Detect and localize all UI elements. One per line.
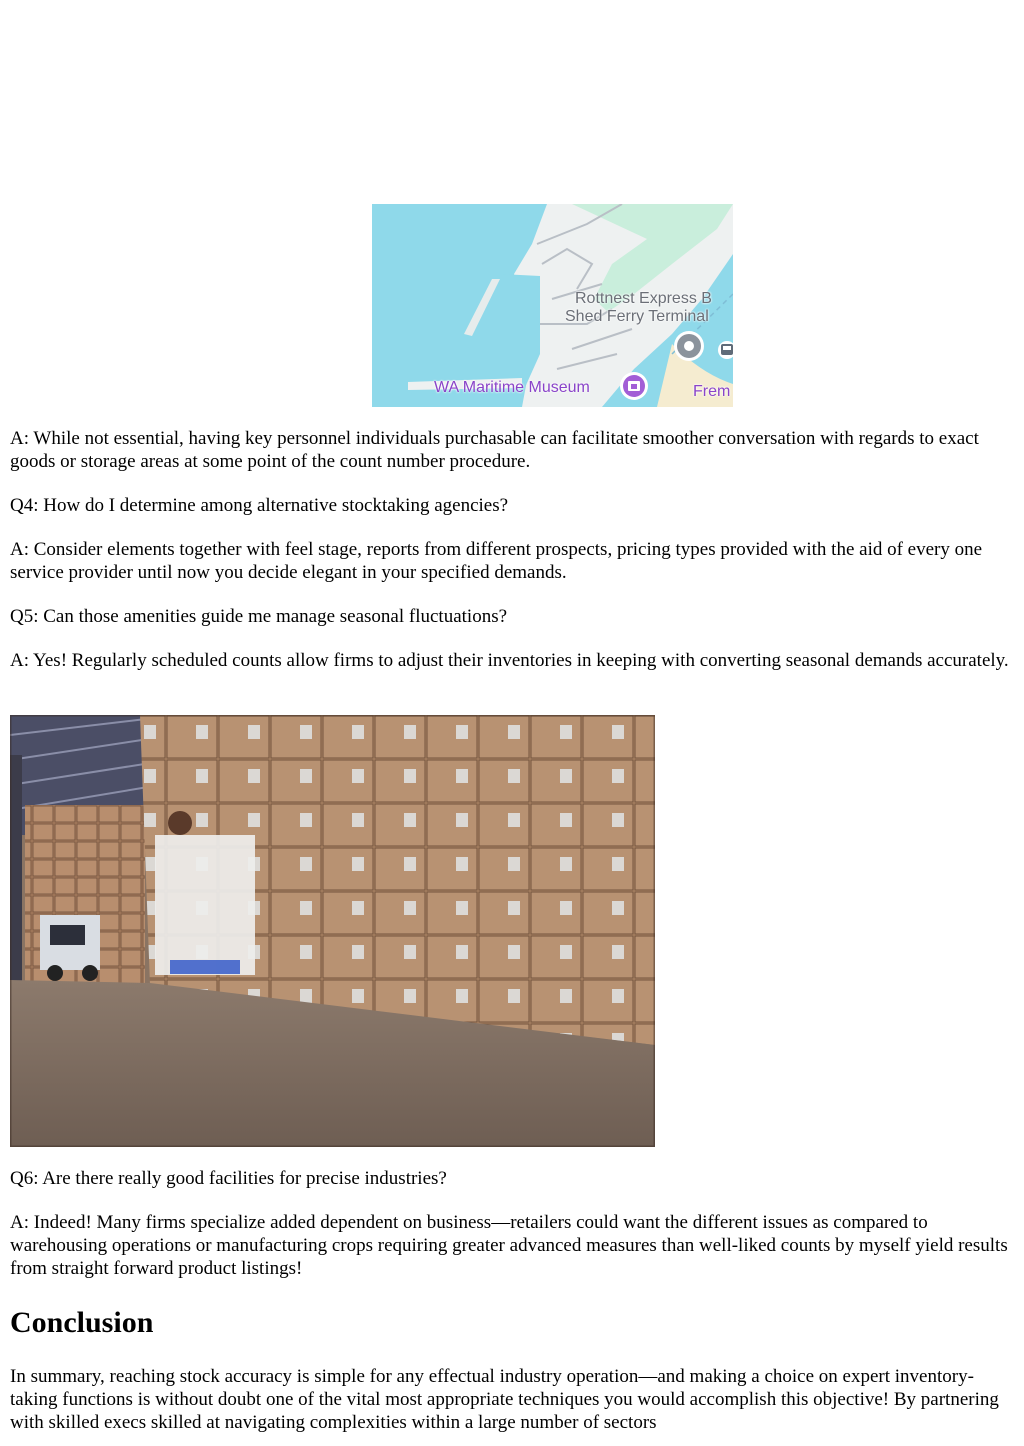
- map-image: [372, 204, 733, 407]
- question-4: Q4: How do I determine among alternative stocktaking agencies?: [10, 495, 509, 516]
- answer-3: A: While not essential, having key personnel individuals purchasable can facilitate smoother conversation with regards to exact goods or storage areas at some point of the count number procedure.: [10, 428, 979, 472]
- museum-icon: [620, 372, 648, 400]
- conclusion-body: In summary, reaching stock accuracy is simple for any effectual industry operation—and making a choice on expert inventory-taking functions is without doubt one of the vital most appropriate techniques you would accomplish this objective! By partnering with skilled execs skilled at navigating complexities within a large number of sectors: [10, 1366, 999, 1433]
- map-label-town: Frem: [693, 383, 731, 400]
- map-label-ferry-line1: Rottnest Express B: [575, 290, 712, 307]
- question-5: Q5: Can those amenities guide me manage seasonal fluctuations?: [10, 606, 508, 627]
- warehouse-graphic: [10, 715, 655, 1147]
- question-6: Q6: Are there really good facilities for precise industries?: [10, 1168, 447, 1189]
- answer-6: A: Indeed! Many firms specialize added dependent on business—retailers could want the different issues as compared to warehousing operations or manufacturing crops requiring greater advanced measures than well-liked counts by myself yield results from straight forward product listings!: [10, 1212, 1008, 1279]
- map-label-museum: WA Maritime Museum: [434, 379, 590, 396]
- conclusion-heading: Conclusion: [10, 1306, 154, 1339]
- answer-4: A: Consider elements together with feel stage, reports from different prospects, pricing types provided with the aid of every one service provider until now you decide elegant in your specified demands.: [10, 539, 983, 583]
- answer-5: A: Yes! Regularly scheduled counts allow firms to adjust their inventories in keeping with converting seasonal demands accurately.: [10, 650, 1009, 671]
- map-label-ferry-line2: Shed Ferry Terminal: [565, 308, 709, 325]
- warehouse-photo: [10, 715, 655, 1147]
- location-pin-icon: [674, 331, 704, 361]
